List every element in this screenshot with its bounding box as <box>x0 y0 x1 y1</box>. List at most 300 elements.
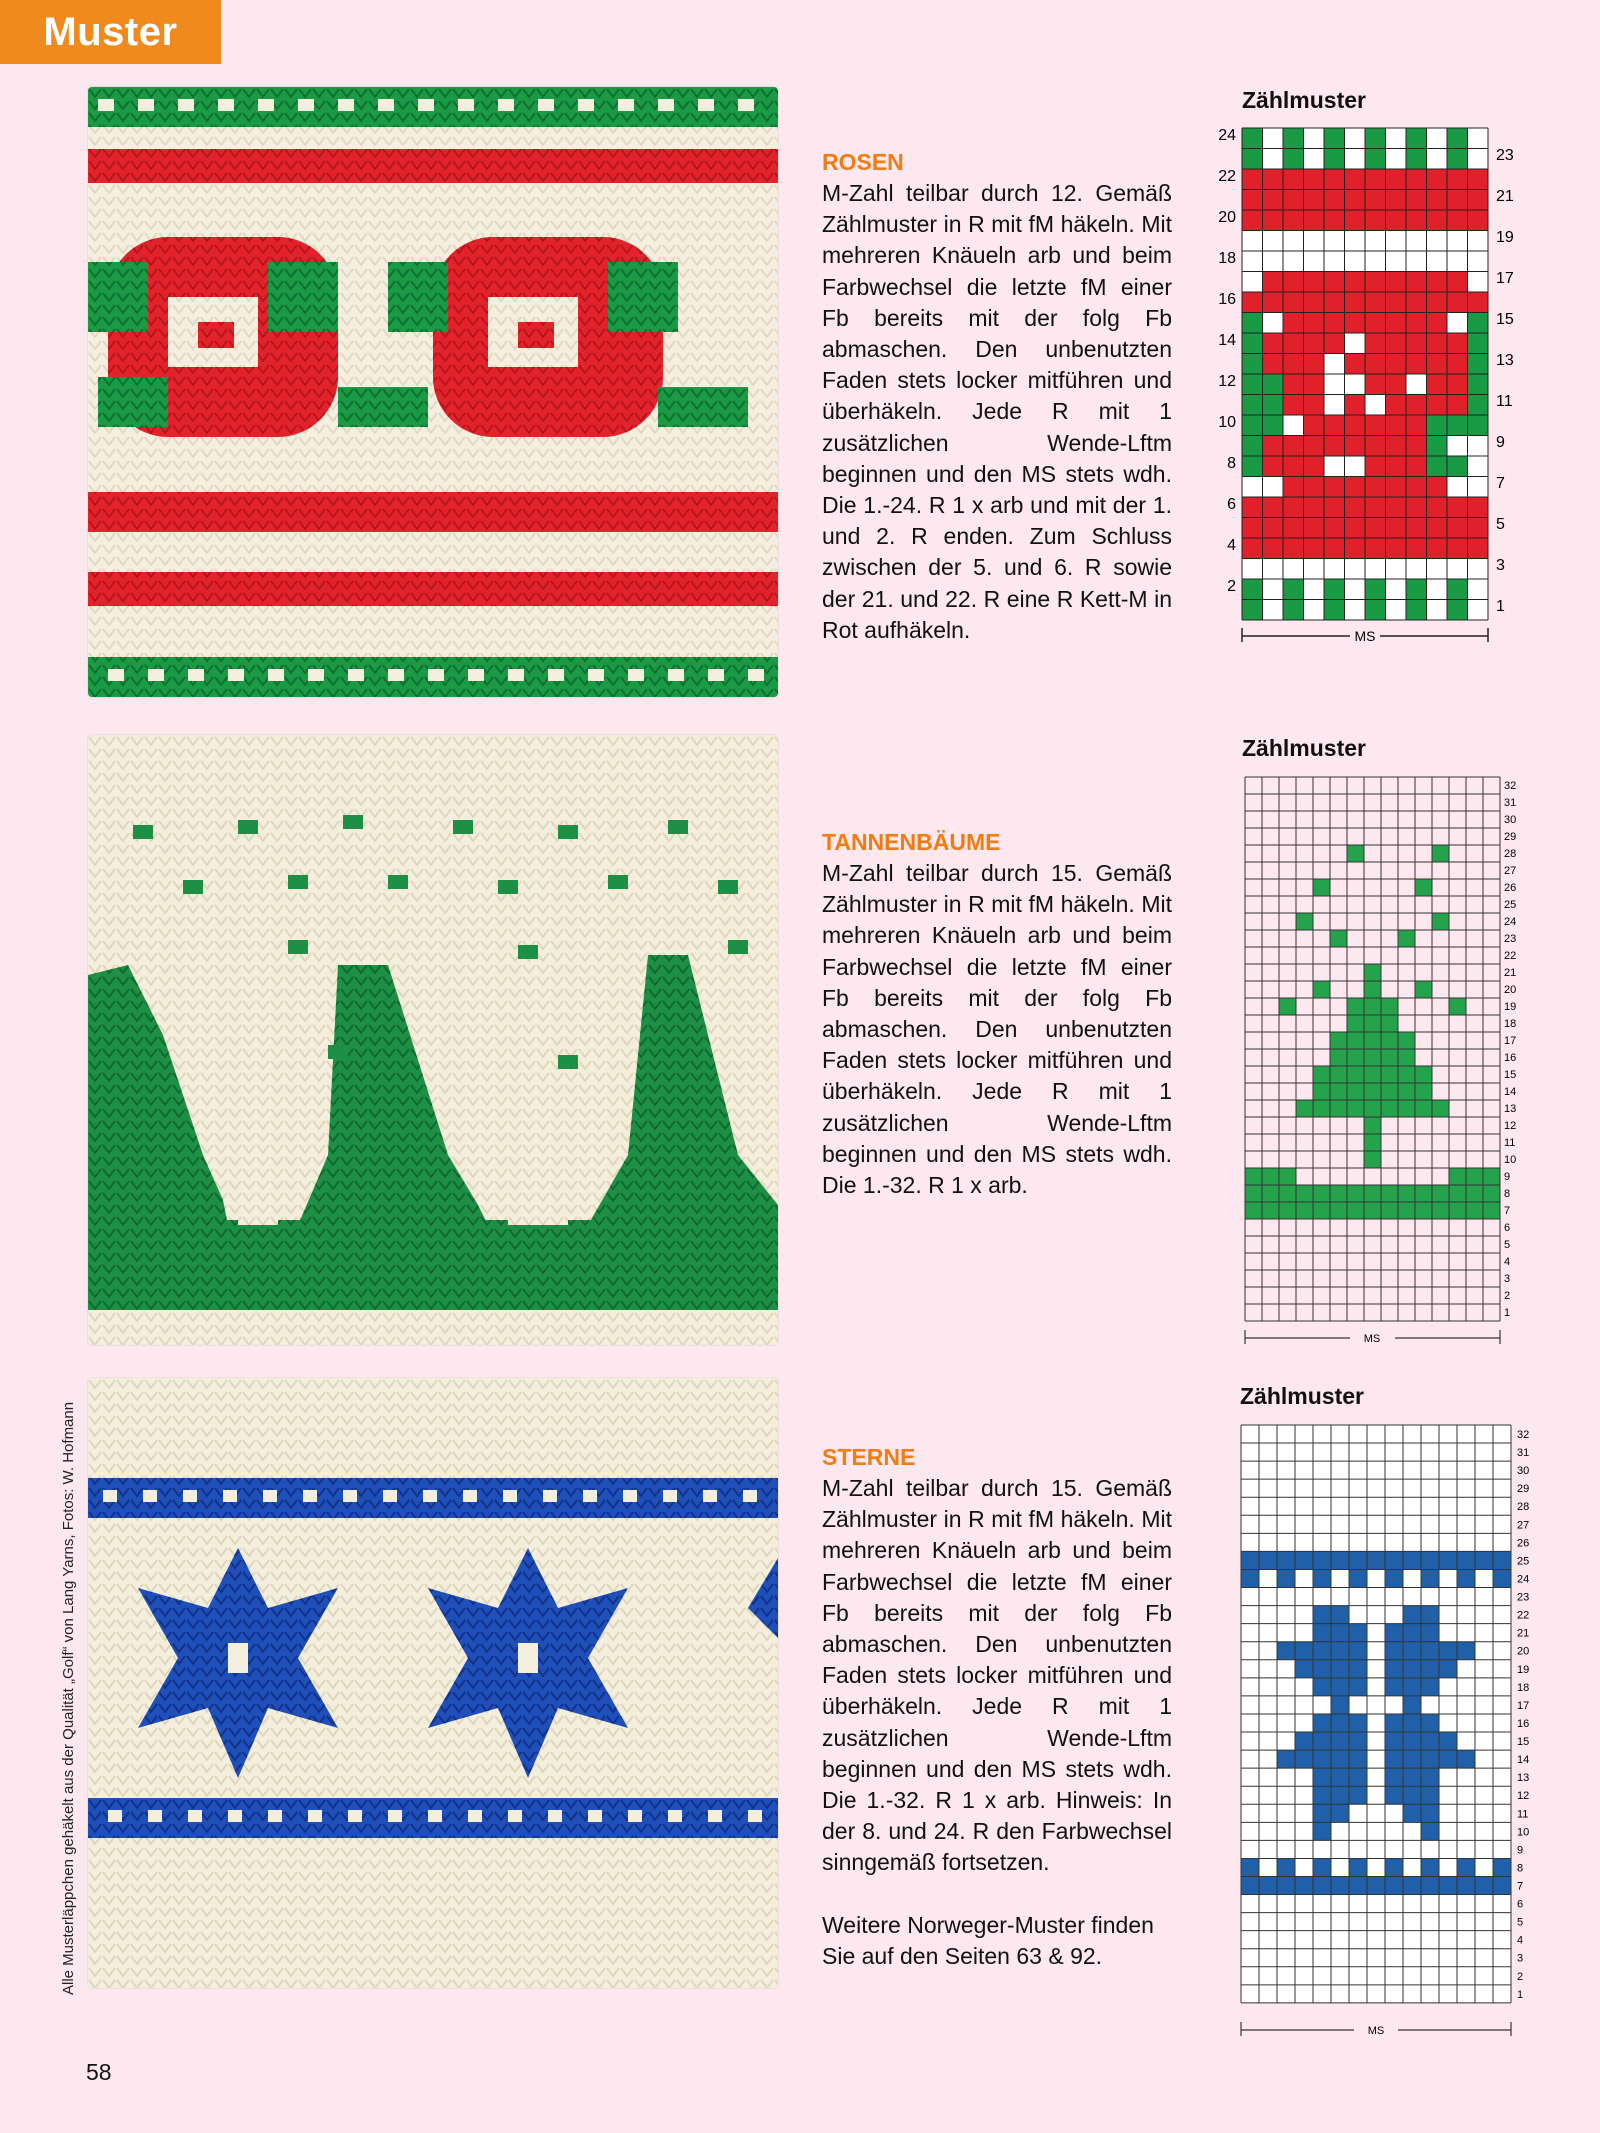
rosen-cell <box>1406 292 1427 313</box>
rosen-cell <box>1427 518 1448 539</box>
sterne-cell <box>1421 1822 1439 1840</box>
rosen-left-label-24: 24 <box>1218 127 1236 144</box>
sterne-cell <box>1421 1569 1439 1587</box>
rosen-left-label-12: 12 <box>1218 373 1236 390</box>
rosen-cell <box>1283 538 1304 559</box>
tannenbaeume-cell <box>1466 1202 1483 1219</box>
rosen-cell <box>1406 497 1427 518</box>
rosen-cell <box>1427 538 1448 559</box>
rosen-cell <box>1406 436 1427 457</box>
rosen-cell <box>1242 600 1263 621</box>
tannenbaeume-row-label: 21 <box>1504 967 1517 979</box>
rosen-cell <box>1263 169 1284 190</box>
tannenbaeume-row-label: 17 <box>1504 1035 1517 1047</box>
rosen-cell <box>1365 169 1386 190</box>
rosen-cell <box>1386 313 1407 334</box>
rosen-cell <box>1324 579 1345 600</box>
rosen-cell <box>1427 374 1448 395</box>
sterne-cell <box>1349 1750 1367 1768</box>
sterne-cell <box>1385 1877 1403 1895</box>
rosen-photo <box>88 87 778 697</box>
rosen-cell <box>1242 292 1263 313</box>
rosen-cell <box>1324 497 1345 518</box>
sterne-chart-grid <box>1236 1420 1536 2040</box>
tannenbaeume-cell <box>1364 1185 1381 1202</box>
rosen-cell <box>1304 497 1325 518</box>
rosen-cell <box>1242 210 1263 231</box>
sterne-row-label: 32 <box>1517 1429 1530 1441</box>
tannenbaeume-cell <box>1381 998 1398 1015</box>
rosen-cell <box>1304 538 1325 559</box>
rosen-left-label-6: 6 <box>1227 496 1236 513</box>
sterne-cell <box>1331 1624 1349 1642</box>
sterne-row-label: 2 <box>1517 1970 1524 1983</box>
tannenbaeume-row-label: 28 <box>1504 848 1517 860</box>
tannenbaeume-cell <box>1381 1032 1398 1049</box>
tannenbaeume-cell <box>1381 1202 1398 1219</box>
tannenbaeume-cell <box>1398 1185 1415 1202</box>
tannenbaeume-cell <box>1432 1100 1449 1117</box>
tannenbaeume-row-label: 19 <box>1504 1001 1517 1013</box>
sterne-cell <box>1349 1714 1367 1732</box>
rosen-cell <box>1283 579 1304 600</box>
rosen-cell <box>1324 210 1345 231</box>
rosen-cell <box>1324 415 1345 436</box>
rosen-cell <box>1447 456 1468 477</box>
sterne-cell <box>1349 1624 1367 1642</box>
rosen-cell <box>1386 292 1407 313</box>
sterne-cell <box>1313 1858 1331 1876</box>
tannenbaeume-cell <box>1313 981 1330 998</box>
tannenbaeume-row-label: 23 <box>1504 933 1517 945</box>
tannenbaeume-cell <box>1279 1168 1296 1185</box>
tannenbaeume-cell <box>1449 1168 1466 1185</box>
rosen-cell <box>1427 497 1448 518</box>
rosen-cell <box>1324 169 1345 190</box>
rosen-left-label-4: 4 <box>1227 537 1236 554</box>
rosen-cell <box>1447 333 1468 354</box>
sterne-body: M-Zahl teilbar durch 15. Gemäß Zählmuster in R mit fM häkeln. Mit mehreren Knäueln arb und beim Farbwechsel die letzte fM einer Fb bereits mit der folg Fb abmaschen. Den unbenutzten Faden stets locker mitführen und überhäkeln. Jede R mit 1 zusätzlichen Wende-Lftm beginnen und den MS stets wdh. Die 1.-32. R 1 x arb. Hinweis: In der 8. und 24. R den Farbwechsel sinngemäß fortsetzen. <box>822 1475 1172 1876</box>
tannenbaeume-cell <box>1347 845 1364 862</box>
sterne-cell <box>1313 1768 1331 1786</box>
rosen-cell <box>1242 333 1263 354</box>
tannenbaeume-cell <box>1330 1032 1347 1049</box>
rosen-cell <box>1386 456 1407 477</box>
rosen-cell <box>1324 477 1345 498</box>
rosen-cell <box>1365 128 1386 149</box>
rosen-cell <box>1324 292 1345 313</box>
tannenbaeume-cell <box>1313 1100 1330 1117</box>
tannenbaeume-row-label: 16 <box>1504 1052 1517 1064</box>
rosen-cell <box>1324 272 1345 293</box>
rosen-cell <box>1304 456 1325 477</box>
rosen-left-label-8: 8 <box>1227 455 1236 472</box>
sterne-row-label: 13 <box>1517 1772 1530 1785</box>
sterne-cell <box>1439 1732 1457 1750</box>
sterne-cell <box>1439 1877 1457 1895</box>
rosen-left-label-16: 16 <box>1218 291 1236 308</box>
sterne-row-label: 25 <box>1517 1555 1530 1568</box>
tannenbaeume-cell <box>1466 1185 1483 1202</box>
rosen-cell <box>1447 374 1468 395</box>
rosen-cell <box>1447 149 1468 170</box>
rosen-cell <box>1386 477 1407 498</box>
rosen-cell <box>1447 415 1468 436</box>
rosen-cell <box>1468 313 1489 334</box>
rosen-right-label-9: 9 <box>1496 434 1505 451</box>
sterne-cell <box>1295 1551 1313 1569</box>
sterne-row-label: 1 <box>1517 1988 1524 2001</box>
tannenbaeume-row-label: 20 <box>1504 984 1517 996</box>
rosen-cell <box>1345 313 1366 334</box>
rosen-cell <box>1242 374 1263 395</box>
rosen-cell <box>1242 149 1263 170</box>
sterne-row-label: 16 <box>1517 1717 1530 1730</box>
rosen-cell <box>1304 354 1325 375</box>
rosen-left-label-10: 10 <box>1218 414 1236 431</box>
rosen-cell <box>1304 272 1325 293</box>
rosen-cell <box>1345 415 1366 436</box>
tannenbaeume-cell <box>1398 1066 1415 1083</box>
tannenbaeume-cell <box>1313 1066 1330 1083</box>
rosen-cell <box>1242 354 1263 375</box>
rosen-cell <box>1427 415 1448 436</box>
sterne-cell <box>1313 1804 1331 1822</box>
sterne-cell <box>1421 1660 1439 1678</box>
rosen-cell <box>1406 210 1427 231</box>
rosen-cell <box>1365 354 1386 375</box>
rosen-cell <box>1447 292 1468 313</box>
rosen-cell <box>1468 169 1489 190</box>
sterne-row-label: 23 <box>1517 1591 1530 1604</box>
sterne-row-label: 3 <box>1517 1952 1524 1965</box>
rosen-cell <box>1365 313 1386 334</box>
rosen-cell <box>1365 600 1386 621</box>
rosen-cell <box>1386 415 1407 436</box>
tannenbaeume-cell <box>1279 1202 1296 1219</box>
sterne-cell <box>1385 1569 1403 1587</box>
sterne-cell <box>1241 1551 1259 1569</box>
tannenbaeume-row-label: 12 <box>1504 1120 1517 1132</box>
sterne-cell <box>1277 1569 1295 1587</box>
tannenbaeume-cell <box>1415 981 1432 998</box>
sterne-cell <box>1385 1786 1403 1804</box>
tannenbaeume-cell <box>1245 1185 1262 1202</box>
rosen-cell <box>1263 272 1284 293</box>
rosen-cell <box>1283 333 1304 354</box>
sterne-cell <box>1421 1877 1439 1895</box>
sterne-cell <box>1403 1732 1421 1750</box>
sterne-cell <box>1385 1768 1403 1786</box>
sterne-cell <box>1313 1551 1331 1569</box>
rosen-cell <box>1427 477 1448 498</box>
rosen-cell <box>1304 436 1325 457</box>
tannenbaeume-cell <box>1330 1083 1347 1100</box>
sterne-cell <box>1385 1750 1403 1768</box>
tannenbaeume-cell <box>1364 1049 1381 1066</box>
tannenbaeume-cell <box>1415 1066 1432 1083</box>
sterne-cell <box>1385 1732 1403 1750</box>
sterne-cell <box>1331 1696 1349 1714</box>
rosen-cell <box>1386 169 1407 190</box>
rosen-cell <box>1447 272 1468 293</box>
sterne-cell <box>1457 1750 1475 1768</box>
tannenbaeume-chart <box>1240 772 1530 1352</box>
sterne-cell <box>1403 1624 1421 1642</box>
rosen-cell <box>1304 292 1325 313</box>
rosen-cell <box>1427 436 1448 457</box>
tannenbaeume-row-label: 24 <box>1504 916 1517 928</box>
sterne-cell <box>1313 1642 1331 1660</box>
rosen-cell <box>1304 415 1325 436</box>
rosen-cell <box>1304 477 1325 498</box>
rosen-cell <box>1304 333 1325 354</box>
rosen-cell <box>1406 190 1427 211</box>
tannenbaeume-row-label: 15 <box>1504 1069 1517 1081</box>
rosen-cell <box>1345 292 1366 313</box>
rosen-cell <box>1304 313 1325 334</box>
rosen-cell <box>1406 272 1427 293</box>
tannenbaeume-cell <box>1347 1100 1364 1117</box>
tannenbaeume-cell <box>1364 1202 1381 1219</box>
rosen-cell <box>1468 518 1489 539</box>
rosen-cell <box>1345 497 1366 518</box>
tannenbaeume-cell <box>1381 1083 1398 1100</box>
sterne-cell <box>1421 1606 1439 1624</box>
tannenbaeume-cell <box>1313 1083 1330 1100</box>
sterne-row-label: 18 <box>1517 1681 1530 1694</box>
tannenbaeume-cell <box>1364 1134 1381 1151</box>
rosen-cell <box>1365 149 1386 170</box>
rosen-cell <box>1242 579 1263 600</box>
sterne-cell <box>1421 1642 1439 1660</box>
sterne-cell <box>1331 1678 1349 1696</box>
tannenbaeume-cell <box>1364 1015 1381 1032</box>
rosen-left-label-22: 22 <box>1218 168 1236 185</box>
rosen-right-label-15: 15 <box>1496 311 1514 328</box>
sterne-cell <box>1295 1732 1313 1750</box>
sterne-cell <box>1331 1714 1349 1732</box>
tannenbaeume-cell <box>1432 1202 1449 1219</box>
tannenbaeume-row-label: 29 <box>1504 831 1517 843</box>
tannenbaeume-cell <box>1296 1100 1313 1117</box>
rosen-cell <box>1406 169 1427 190</box>
sterne-cell <box>1457 1551 1475 1569</box>
tannenbaeume-row-label: 26 <box>1504 882 1517 894</box>
rosen-cell <box>1242 415 1263 436</box>
rosen-cell <box>1447 579 1468 600</box>
tannenbaeume-row-label: 3 <box>1504 1273 1511 1285</box>
tannenbaeume-cell <box>1364 1151 1381 1168</box>
sterne-cell <box>1385 1678 1403 1696</box>
tannenbaeume-row-label: 31 <box>1504 797 1517 809</box>
rosen-cell <box>1345 354 1366 375</box>
sterne-cell <box>1367 1551 1385 1569</box>
rosen-cell <box>1324 149 1345 170</box>
rosen-cell <box>1406 456 1427 477</box>
rosen-chart-title: Zählmuster <box>1242 87 1366 113</box>
tannenbaeume-cell <box>1313 1185 1330 1202</box>
tannenbaeume-cell <box>1432 913 1449 930</box>
sterne-cell <box>1421 1750 1439 1768</box>
tannenbaeume-cell <box>1398 1083 1415 1100</box>
rosen-cell <box>1406 538 1427 559</box>
sterne-cell <box>1457 1642 1475 1660</box>
rosen-cell <box>1283 128 1304 149</box>
tannenbaeume-row-label: 25 <box>1504 899 1517 911</box>
rosen-cell <box>1447 354 1468 375</box>
rosen-cell <box>1365 497 1386 518</box>
tannenbaeume-cell <box>1296 1185 1313 1202</box>
tannenbaeume-cell <box>1432 845 1449 862</box>
sterne-cell <box>1493 1877 1511 1895</box>
sterne-row-label: 9 <box>1517 1844 1524 1857</box>
sterne-row-label: 4 <box>1517 1934 1524 1947</box>
sterne-cell <box>1349 1786 1367 1804</box>
rosen-cell <box>1324 600 1345 621</box>
section-tab: Muster <box>0 0 221 64</box>
sterne-cell <box>1421 1678 1439 1696</box>
sterne-row-label: 11 <box>1517 1808 1529 1821</box>
sterne-cell <box>1385 1660 1403 1678</box>
sterne-cell <box>1241 1569 1259 1587</box>
rosen-cell <box>1427 333 1448 354</box>
rosen-cell <box>1468 395 1489 416</box>
rosen-cell <box>1242 190 1263 211</box>
tannenbaeume-cell <box>1381 1100 1398 1117</box>
rosen-cell <box>1283 313 1304 334</box>
tannenbaeume-row-label: 18 <box>1504 1018 1517 1030</box>
rosen-cell <box>1468 292 1489 313</box>
rosen-cell <box>1263 292 1284 313</box>
rosen-cell <box>1427 395 1448 416</box>
tannenbaeume-cell <box>1398 1049 1415 1066</box>
sterne-cell <box>1403 1804 1421 1822</box>
rosen-cell <box>1242 128 1263 149</box>
rosen-cell <box>1242 456 1263 477</box>
rosen-right-label-1: 1 <box>1496 598 1505 615</box>
rosen-cell <box>1386 436 1407 457</box>
tannenbaeume-row-label: 27 <box>1504 865 1517 877</box>
sterne-cell <box>1421 1732 1439 1750</box>
sterne-cell <box>1349 1768 1367 1786</box>
rosen-cell <box>1365 190 1386 211</box>
rosen-cell <box>1324 128 1345 149</box>
sterne-cell <box>1349 1569 1367 1587</box>
rosen-cell <box>1427 272 1448 293</box>
rosen-cell <box>1242 313 1263 334</box>
rosen-cell <box>1406 415 1427 436</box>
sterne-cell <box>1241 1877 1259 1895</box>
rosen-cell <box>1386 538 1407 559</box>
rosen-cell <box>1242 538 1263 559</box>
rosen-cell <box>1263 497 1284 518</box>
sterne-cell <box>1313 1822 1331 1840</box>
tannenbaeume-body: M-Zahl teilbar durch 15. Gemäß Zählmuster in R mit fM häkeln. Mit mehreren Knäueln arb und beim Farbwechsel die letzte fM einer Fb bereits mit der folg Fb abmaschen. Den unbenutzten Faden stets locker mitführen und überhäkeln. Jede R mit 1 zusätzlichen Wende-Lftm beginnen und den MS stets wdh. Die 1.-32. R 1 x arb. <box>822 860 1172 1199</box>
rosen-cell <box>1406 354 1427 375</box>
sterne-cell <box>1295 1660 1313 1678</box>
sterne-cell <box>1277 1750 1295 1768</box>
sterne-text <box>822 1442 1172 1972</box>
rosen-cell <box>1447 169 1468 190</box>
sterne-chart-title: Zählmuster <box>1240 1383 1364 1409</box>
rosen-cell <box>1468 333 1489 354</box>
tannenbaeume-row-label: 6 <box>1504 1222 1511 1234</box>
sterne-row-label: 12 <box>1517 1790 1530 1803</box>
sterne-cell <box>1295 1642 1313 1660</box>
sterne-cell <box>1313 1660 1331 1678</box>
rosen-cell <box>1263 415 1284 436</box>
tannenbaeume-cell <box>1364 998 1381 1015</box>
tannenbaeume-cell <box>1483 1185 1500 1202</box>
tannenbaeume-cell <box>1313 1202 1330 1219</box>
rosen-cell <box>1345 538 1366 559</box>
sterne-cell <box>1313 1750 1331 1768</box>
rosen-chart <box>1210 120 1550 650</box>
tannenbaeume-row-label: 8 <box>1504 1188 1511 1200</box>
sterne-row-label: 5 <box>1517 1916 1524 1929</box>
rosen-cell <box>1304 374 1325 395</box>
sterne-cell <box>1403 1768 1421 1786</box>
sterne-cell <box>1349 1642 1367 1660</box>
tannenbaeume-cell <box>1364 1117 1381 1134</box>
sterne-cell <box>1313 1569 1331 1587</box>
rosen-cell <box>1386 395 1407 416</box>
tannenbaeume-cell <box>1449 1202 1466 1219</box>
tannenbaeume-cell <box>1398 1032 1415 1049</box>
tannenbaeume-cell <box>1381 1066 1398 1083</box>
rosen-cell <box>1468 415 1489 436</box>
sterne-cell <box>1385 1642 1403 1660</box>
rosen-cell <box>1468 538 1489 559</box>
rosen-cell <box>1283 354 1304 375</box>
rosen-cell <box>1447 210 1468 231</box>
tannenbaeume-cell <box>1347 1066 1364 1083</box>
tannenbaeume-cell <box>1347 1202 1364 1219</box>
rosen-cell <box>1386 190 1407 211</box>
tannenbaeume-cell <box>1330 1049 1347 1066</box>
tannenbaeume-row-label: 9 <box>1504 1171 1511 1183</box>
rosen-cell <box>1242 395 1263 416</box>
tannenbaeume-cell <box>1415 1100 1432 1117</box>
tannenbaeume-cell <box>1415 1202 1432 1219</box>
sterne-cell <box>1349 1877 1367 1895</box>
sterne-cell <box>1313 1624 1331 1642</box>
sterne-cell <box>1259 1551 1277 1569</box>
sterne-cell <box>1457 1858 1475 1876</box>
sterne-cell <box>1349 1660 1367 1678</box>
sterne-cell <box>1313 1786 1331 1804</box>
rosen-cell <box>1345 395 1366 416</box>
tannenbaeume-row-label: 11 <box>1504 1137 1516 1149</box>
rosen-cell <box>1447 538 1468 559</box>
sterne-cell <box>1331 1750 1349 1768</box>
tannenbaeume-cell <box>1381 1015 1398 1032</box>
sterne-cell <box>1403 1551 1421 1569</box>
tannenbaeume-cell <box>1262 1168 1279 1185</box>
sterne-cross-reference: Weitere Norweger-Muster finden Sie auf den Seiten 63 & 92. <box>822 1911 1154 1969</box>
tannenbaeume-cell <box>1381 1049 1398 1066</box>
sterne-cell <box>1421 1714 1439 1732</box>
sterne-row-label: 28 <box>1517 1501 1530 1514</box>
sterne-cell <box>1367 1877 1385 1895</box>
rosen-cell <box>1365 436 1386 457</box>
rosen-cell <box>1283 436 1304 457</box>
sterne-cell <box>1439 1660 1457 1678</box>
sterne-row-label: 17 <box>1517 1699 1530 1712</box>
tannenbaeume-cell <box>1313 879 1330 896</box>
rosen-left-label-14: 14 <box>1218 332 1236 349</box>
